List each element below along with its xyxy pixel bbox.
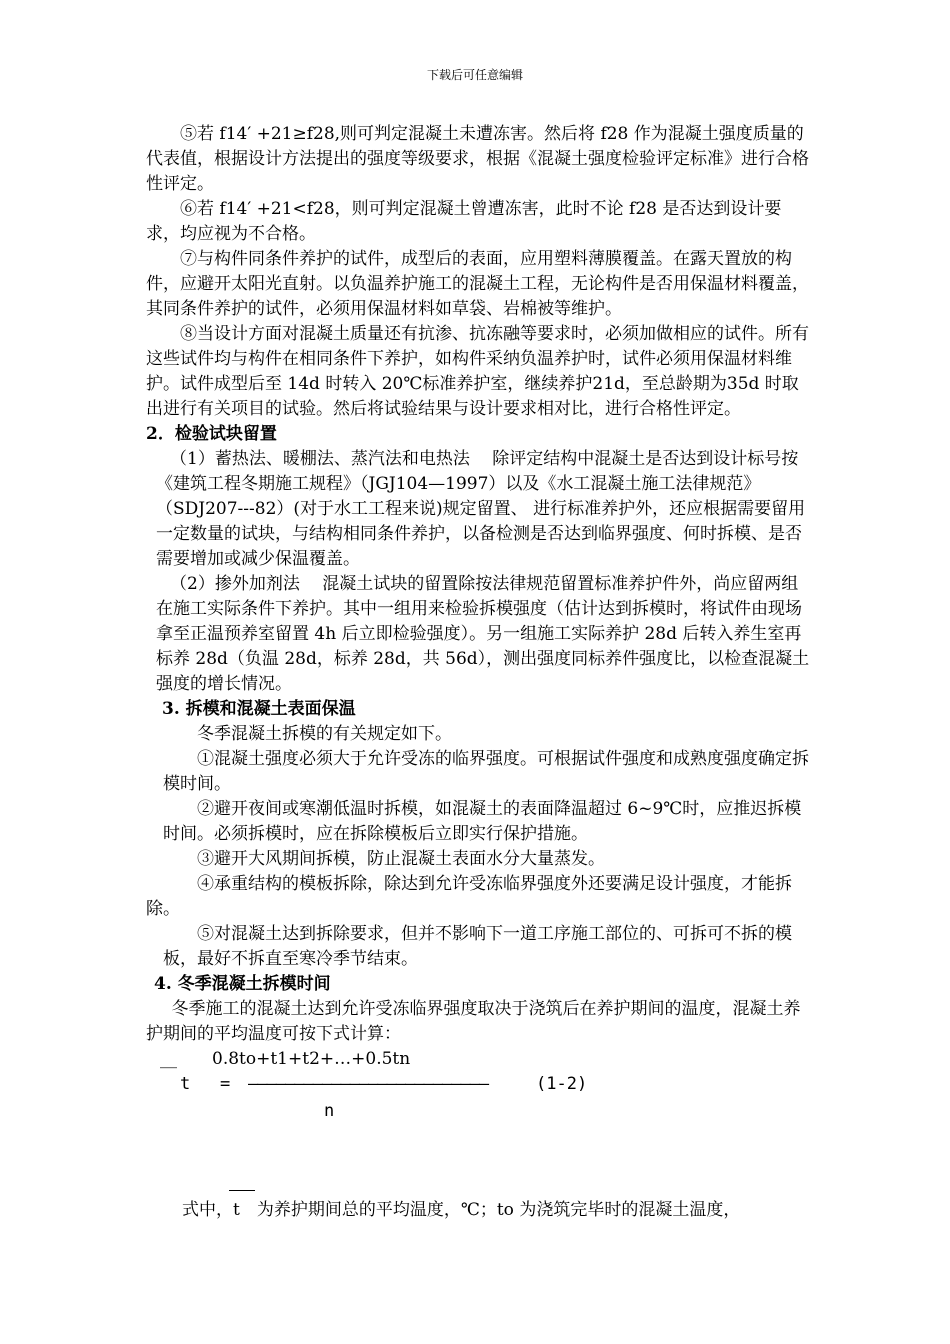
section-heading-4: 4. 冬季混凝土拆模时间	[154, 974, 331, 994]
document-body	[146, 122, 811, 1147]
formula-fraction-line: ——————————————————————————	[248, 1074, 489, 1094]
paragraph-method-1: （1）蓄热法、暖棚法、蒸汽法和电热法 除评定结构中混凝土是否达到设计标号按《建筑工程冬期施工规程》（JGJ104—1997）以及《水工混凝土施工法律规范》（SDJ207---82）(对于水工工程来说)规定留置、 进行标准养护外，还应根据需要留用一定数量的试块，与结构相同条件养护，以备检测是否达到临界强度、何时拆模、是否需要增加或减少保温覆盖。	[156, 449, 806, 569]
paragraph-intro: 冬季混凝土拆模的有关规定如下。	[197, 724, 452, 744]
paragraph-item-8: ⑧当设计方面对混凝土质量还有抗渗、抗冻融等要求时，必须加做相应的试件。所有这些试件均与构件在相同条件下养护，如构件采纳负温养护时，试件必须用保温材料维护。试件成型后至 14d 时转入 20℃标准养护室，继续养护21d，至总龄期为35d 时取出进行有关项目的试验。然后将试验结果与设计要求相对比，进行合格性评定。	[146, 324, 809, 419]
formula-overbar: __	[160, 1049, 177, 1069]
paragraph-formula-intro: 冬季施工的混凝土达到允许受冻临界强度取决于浇筑后在养护期间的温度，混凝土养护期间的平均温度可按下式计算：	[146, 999, 801, 1044]
paragraph-item-6: ⑥若 f14′ +21<f28，则可判定混凝土曾遭冻害，此时不论 f28 是否达到设计要求，均应视为不合格。	[146, 199, 782, 244]
formula-block	[146, 1047, 811, 1147]
formula-lhs: t	[180, 1074, 191, 1094]
formula-equals: =	[220, 1074, 231, 1094]
paragraph-method-2: （2）掺外加剂法 混凝土试块的留置除按法律规范留置标准养护件外，尚应留两组在施工实际条件下养护。其中一组用来检验拆模强度（估计达到拆模时，将试件由现场拿至正温预养室留置 4h 后立即检验强度）。另一组施工实际养护 28d 后转入养生室再标养 28d（负温 28d，标养 28d，共 56d），测出强度同标养件强度比，以检查混凝土强度的增长情况。	[156, 574, 810, 694]
formula-denominator: n	[324, 1101, 335, 1121]
paragraph-rule-2: ②避开夜间或寒潮低温时拆模，如混凝土的表面降温超过 6~9℃时，应推迟拆模时间。必须拆模时，应在拆除模板后立即实行保护措施。	[163, 799, 802, 844]
formula-numerator: 0.8to+t1+t2+…+0.5tn	[212, 1049, 411, 1069]
formula-number: (1-2)	[536, 1074, 588, 1094]
paragraph-definition: 式中，t 为养护期间总的平均温度，℃；to 为浇筑完毕时的混凝土温度，	[182, 1200, 741, 1220]
section-heading-3: 3. 拆模和混凝土表面保温	[162, 699, 356, 719]
paragraph-rule-1: ①混凝土强度必须大于允许受冻的临界强度。可根据试件强度和成熟度强度确定拆模时间。	[163, 749, 809, 794]
paragraph-rule-4: ④承重结构的模板拆除，除达到允许受冻临界强度外还要满足设计强度，才能拆除。	[146, 874, 792, 919]
t-overline	[229, 1190, 255, 1191]
paragraph-item-7: ⑦与构件同条件养护的试件，成型后的表面，应用塑料薄膜覆盖。在露天置放的构件，应避开太阳光直射。以负温养护施工的混凝土工程，无论构件是否用保温材料覆盖，其同条件养护的试件，必须用保温材料如草袋、岩棉被等维护。	[146, 249, 809, 319]
section-heading-2: 2．检验试块留置	[146, 424, 277, 444]
page-header: 下载后可任意编辑	[426, 68, 523, 82]
paragraph-rule-5: ⑤对混凝土达到拆除要求，但并不影响下一道工序施工部位的、可拆可不拆的模板，最好不拆直至寒冷季节结束。	[163, 924, 792, 969]
paragraph-item-5: ⑤若 f14′ +21≥f28,则可判定混凝土未遭冻害。然后将 f28 作为混凝土强度质量的代表值，根据设计方法提出的强度等级要求，根据《混凝土强度检验评定标准》进行合格性评定。	[146, 124, 809, 194]
paragraph-rule-3: ③避开大风期间拆模，防止混凝土表面水分大量蒸发。	[197, 849, 605, 869]
